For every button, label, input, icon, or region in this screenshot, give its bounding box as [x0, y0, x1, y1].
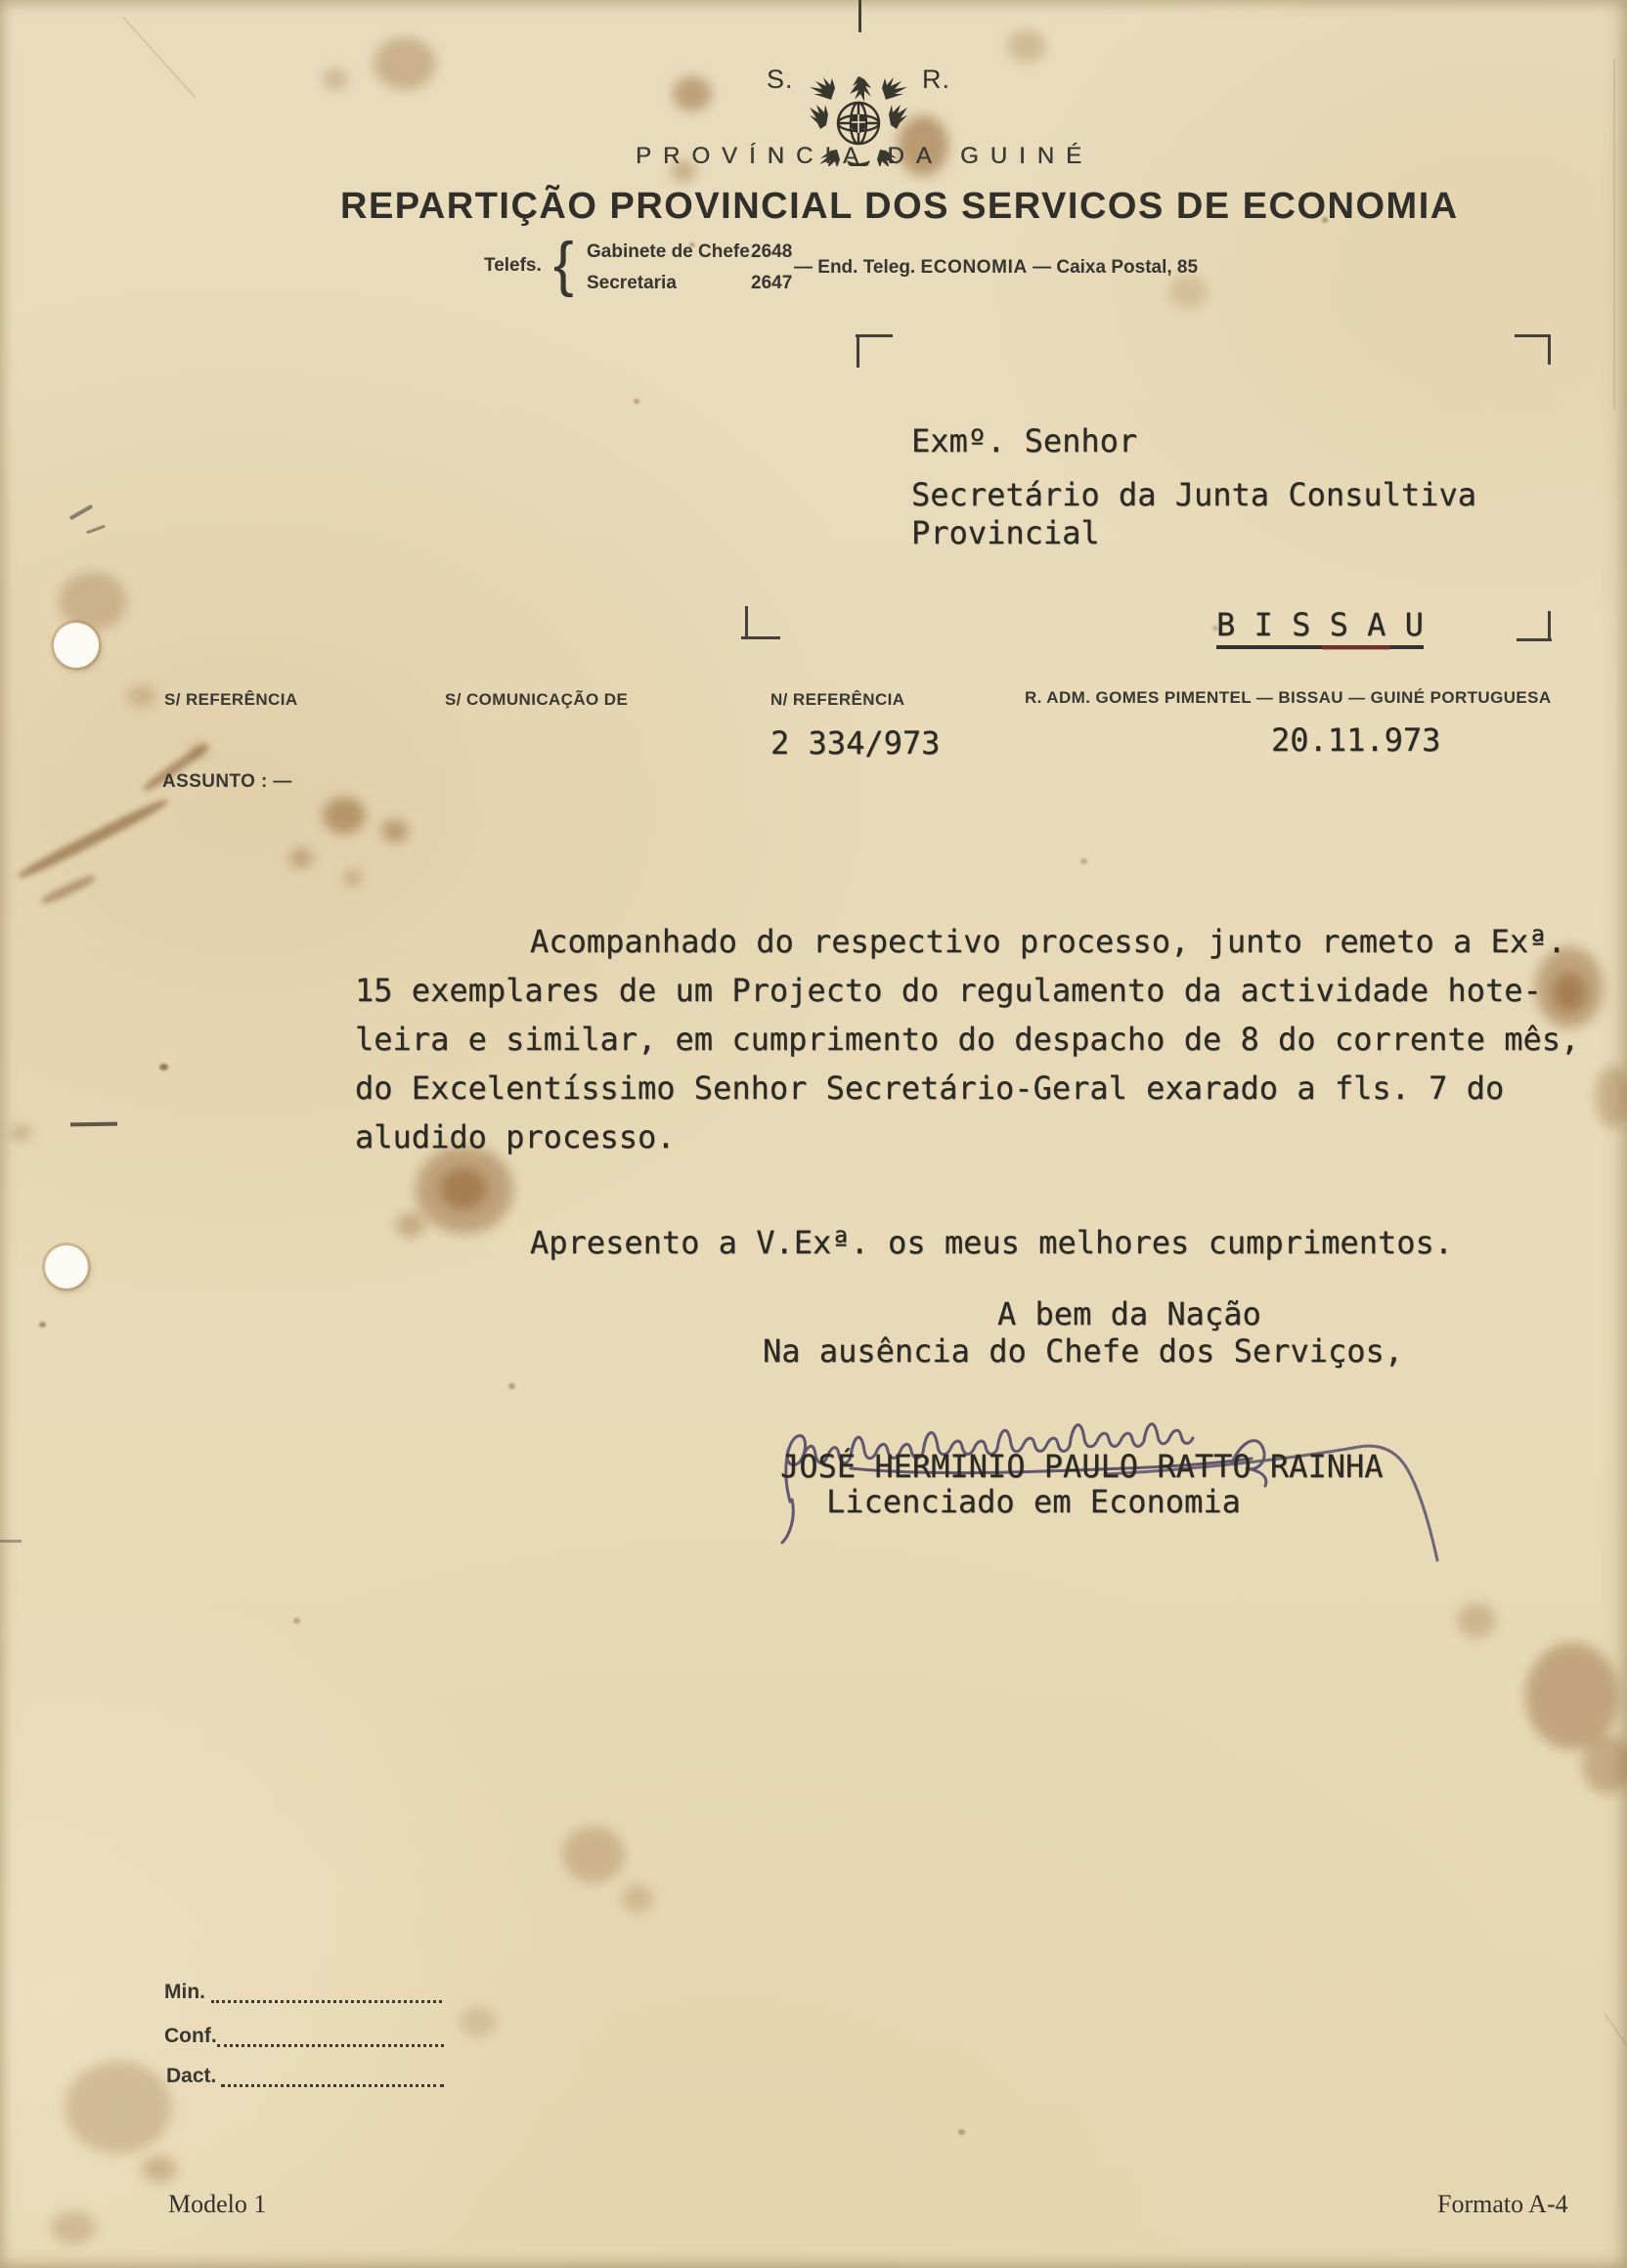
stain-blotch	[65, 2061, 172, 2154]
sovereign-initial-right: R.	[922, 65, 950, 94]
stain-blotch	[622, 1885, 653, 1912]
phone-line2-number: 2647	[751, 273, 793, 293]
crease-line	[1604, 2013, 1627, 2174]
coat-of-arms-icon	[810, 39, 907, 131]
body-line: 15 exemplares de um Projecto do regulamento da actividade hote-	[355, 972, 1542, 1009]
your-reference-label: S/ REFERÊNCIA	[164, 690, 298, 709]
signer-title: Licenciado em Economia	[826, 1483, 1241, 1520]
stain-speck	[293, 1618, 300, 1624]
stain-speck	[634, 399, 639, 404]
stain-speck	[159, 1064, 168, 1070]
stain-streak	[40, 873, 98, 906]
closing-absence-note: Na ausência do Chefe dos Serviços,	[763, 1332, 1404, 1370]
recipient-title-line1: Secretário da Junta Consultiva	[911, 476, 1476, 513]
stain-blotch	[1596, 1066, 1627, 1128]
recipient-honorific: Exmº. Senhor	[911, 422, 1138, 459]
stain-blotch	[1457, 1603, 1496, 1638]
telegraph-address	[794, 257, 1198, 279]
margin-scribble	[86, 525, 106, 535]
red-pencil-mark	[1322, 645, 1390, 650]
margin-pen-dash	[70, 1122, 117, 1127]
window-corner-top-right-h	[1515, 334, 1551, 337]
window-corner-bottom-right-v	[1548, 611, 1551, 639]
window-corner-bottom-left-h	[741, 636, 780, 639]
stain-blotch	[374, 37, 436, 90]
window-corner-top-left-h	[856, 334, 893, 337]
stain-blotch	[51, 2211, 96, 2245]
body-line: leira e similar, em cumprimento do despacho de 8 do corrente mês,	[355, 1021, 1580, 1058]
stain-blotch	[59, 572, 127, 631]
telegraph-suffix: — Caixa Postal, 85	[1027, 257, 1199, 278]
phones-brace: {	[553, 231, 574, 298]
punch-hole-bottom	[45, 1245, 88, 1288]
admin-dact-line	[221, 2084, 444, 2087]
stain-blotch	[396, 1212, 425, 1238]
punch-hole-top	[54, 623, 99, 668]
stain-blotch	[323, 68, 348, 90]
form-model-label: Modelo 1	[168, 2190, 267, 2218]
stain-blotch	[381, 819, 409, 843]
phones-label: Telefs.	[484, 255, 542, 276]
province-title: PROVÍNCIA DA GUINÉ	[636, 143, 1094, 169]
stain-streak	[17, 796, 170, 882]
your-communication-label: S/ COMUNICAÇÃO DE	[445, 690, 629, 709]
admin-dact-label: Dact.	[166, 2065, 217, 2087]
telegraph-prefix: — End. Teleg.	[794, 257, 921, 278]
stain-blotch	[1007, 29, 1046, 63]
stain-blotch	[440, 1168, 487, 1209]
stain-speck	[39, 1322, 46, 1328]
stain-blotch	[323, 797, 366, 834]
sovereign-initial-left: S.	[767, 65, 794, 94]
stain-blotch	[460, 2006, 497, 2037]
admin-conf-label: Conf.	[164, 2025, 217, 2047]
body-closing-sentence: Apresento a V.Exª. os meus melhores cumprimentos.	[530, 1224, 1454, 1261]
stain-blotch	[191, 745, 206, 757]
margin-edge-tick	[0, 1540, 22, 1543]
telegraph-highlight: ECONOMIA	[920, 257, 1028, 278]
signer-name: JOSÉ HERMINIO PAULO RATTO RAINHA	[780, 1448, 1384, 1485]
stain-blotch	[127, 684, 156, 708]
stain-blotch	[673, 76, 712, 111]
closing-motto: A bem da Nação	[997, 1295, 1261, 1332]
stain-blotch	[562, 1826, 625, 1883]
phone-line1-name: Gabinete de Chefe	[587, 241, 750, 262]
stain-blotch	[1582, 1735, 1627, 1794]
admin-conf-line	[217, 2044, 444, 2047]
stain-blotch	[142, 2156, 177, 2183]
paper-format-label: Formato A-4	[1437, 2190, 1568, 2218]
window-corner-top-left-v	[857, 334, 859, 368]
window-corner-bottom-right-h	[1517, 638, 1552, 641]
stain-blotch	[289, 849, 313, 868]
admin-min-label: Min.	[164, 1981, 205, 2003]
stain-speck	[508, 1383, 515, 1389]
phone-line2-name: Secretaria	[587, 273, 677, 293]
top-center-fold-mark	[858, 0, 861, 32]
recipient-title-line2: Provincial	[911, 514, 1100, 551]
office-address-label: R. ADM. GOMES PIMENTEL — BISSAU — GUINÉ PORTUGUESA	[1025, 688, 1552, 707]
letter-date: 20.11.973	[1271, 721, 1441, 759]
crease-line	[122, 17, 196, 98]
stain-speck	[1080, 858, 1087, 864]
margin-scribble	[69, 504, 94, 520]
admin-min-line	[211, 2000, 442, 2003]
body-line: Acompanhado do respectivo processo, junto remeto a Exª.	[530, 923, 1566, 960]
crease-line	[1613, 59, 1615, 411]
stain-blotch	[1525, 1642, 1619, 1750]
stain-blotch	[1553, 973, 1586, 1012]
department-title: REPARTIÇÃO PROVINCIAL DOS SERVICOS DE ECONOMIA	[340, 186, 1459, 227]
stain-blotch	[10, 1126, 31, 1140]
phone-line1-number: 2648	[751, 241, 793, 262]
our-reference-label: N/ REFERÊNCIA	[770, 690, 905, 709]
body-line: do Excelentíssimo Senhor Secretário-Geral exarado a fls. 7 do	[355, 1069, 1505, 1107]
window-corner-bottom-left-v	[745, 606, 748, 636]
stain-blotch	[344, 870, 362, 886]
subject-label: ASSUNTO : —	[162, 771, 292, 792]
stain-speck	[958, 2129, 965, 2135]
stain-blotch	[1168, 276, 1208, 309]
body-line: aludido processo.	[355, 1118, 676, 1156]
recipient-city: B I S S A U	[1216, 607, 1424, 649]
our-reference-value: 2 334/973	[770, 724, 941, 762]
window-corner-top-right-v	[1548, 334, 1551, 365]
